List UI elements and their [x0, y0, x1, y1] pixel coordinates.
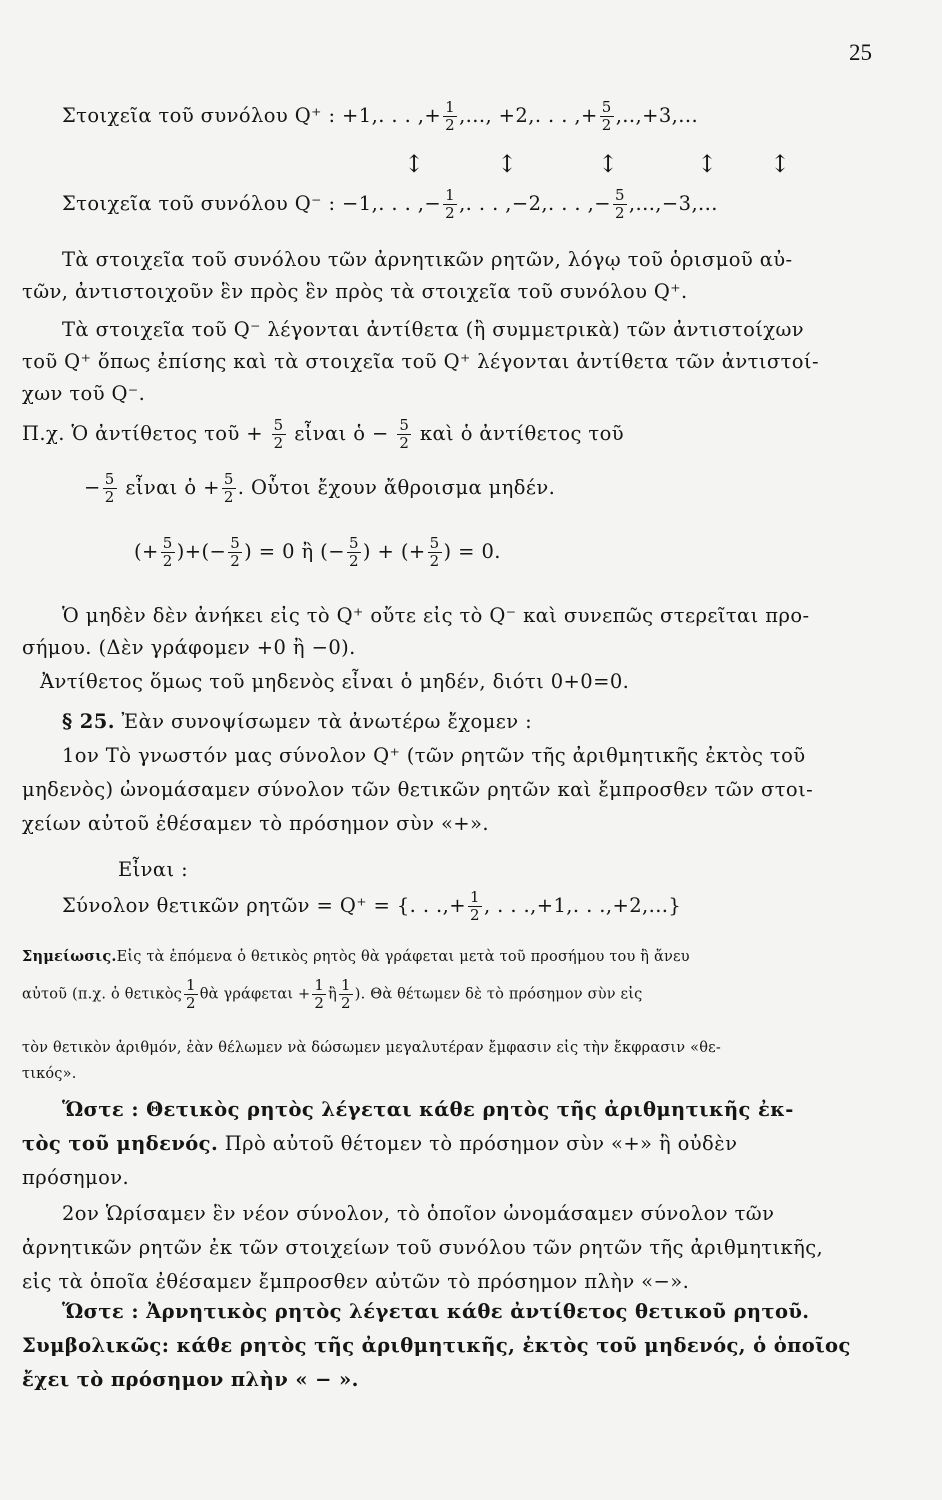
note-line: Σημείωσις.Εἰς τὰ ἑπόμενα ὁ θετικὸς ρητὸς θὰ γράφεται μετὰ τοῦ προσήμου του ἢ ἄνευ [22, 948, 690, 965]
definition-line: Ὥστε : Θετικὸς ρητὸς λέγεται κάθε ρητὸς τῆς ἀριθμητικῆς ἐκ- [62, 1098, 794, 1121]
correspondence-arrow: ↕ [598, 150, 619, 178]
text-line: Τὰ στοιχεῖα τοῦ συνόλου τῶν ἀρνητικῶν ρητῶν, λόγῳ τοῦ ὁρισμοῦ αὐ- [62, 248, 793, 271]
definition-line: τὸς τοῦ μηδενός. Πρὸ αὐτοῦ θέτομεν τὸ πρόσημον σὺν «+» ἢ οὐδὲν [22, 1132, 738, 1155]
correspondence-arrow: ↕ [497, 150, 518, 178]
correspondence-arrow: ↕ [770, 150, 791, 178]
definition-line: Ὥστε : Ἀρνητικὸς ρητὸς λέγεται κάθε ἀντίθετος θετικοῦ ρητοῦ. [62, 1300, 810, 1323]
definition-line: Συμβολικῶς: κάθε ρητὸς τῆς ἀριθμητικῆς, ἐκτὸς τοῦ μηδενός, ὁ ὁποῖος [22, 1334, 851, 1357]
correspondence-arrow: ↕ [697, 150, 718, 178]
text-line: χων τοῦ Q⁻. [22, 382, 146, 405]
text-line: τῶν, ἀντιστοιχοῦν ἓν πρὸς ἓν πρὸς τὰ στοιχεῖα τοῦ συνόλου Q⁺. [22, 280, 688, 303]
sum-equation: (+ $\frac{5}{2}$ )+(− $\frac{5}{2}$ ) = 0 ἢ (− $\frac{5}{2}$ ) + (+ $\frac{5}{2}$ ) = 0. [134, 534, 501, 570]
qminus-row: Στοιχεῖα τοῦ συνόλου Q⁻ : −1,. . . ,− $\frac{1}{2}$ ,. . . ,−2,. . . ,− $\frac{5}{2}$ ,...,−3,... [62, 186, 718, 222]
example-line: − $\frac{5}{2}$ εἶναι ὁ + $\frac{5}{2}$ . Οὗτοι ἔχουν ἄθροισμα μηδέν. [84, 470, 556, 506]
definition-line: ἔχει τὸ πρόσημον πλὴν « − ». [22, 1368, 359, 1391]
correspondence-arrow: ↕ [404, 150, 425, 178]
text-line: Ὁ μηδὲν δὲν ἀνήκει εἰς τὸ Q⁺ οὔτε εἰς τὸ Q⁻ καὶ συνεπῶς στερεῖται προ- [62, 604, 810, 627]
text-line: χείων αὐτοῦ ἐθέσαμεν τὸ πρόσημον σὺν «+». [22, 812, 489, 835]
note-line: τὸν θετικὸν ἀριθμόν, ἐὰν θέλωμεν νὰ δώσωμεν μεγαλυτέραν ἔμφασιν εἰς τὴν ἔκφρασιν «θε- [22, 1040, 721, 1056]
text-line: τοῦ Q⁺ ὅπως ἐπίσης καὶ τὰ στοιχεῖα τοῦ Q⁺ λέγονται ἀντίθετα τῶν ἀντιστοί- [22, 350, 819, 373]
text-line: 1ον Τὸ γνωστόν μας σύνολον Q⁺ (τῶν ρητῶν τῆς ἀριθμητικῆς ἐκτὸς τοῦ [62, 744, 806, 767]
text-line: σήμου. (Δὲν γράφομεν +0 ἢ −0). [22, 636, 356, 659]
text-line: μηδενὸς) ὠνομάσαμεν σύνολον τῶν θετικῶν ρητῶν καὶ ἔμπροσθεν τῶν στοι- [22, 778, 814, 801]
note-line: τικός». [22, 1066, 77, 1082]
page-number: 25 [849, 40, 872, 65]
text-line: Τὰ στοιχεῖα τοῦ Q⁻ λέγονται ἀντίθετα (ἢ συμμετρικὰ) τῶν ἀντιστοίχων [62, 318, 805, 341]
text-line: εἰς τὰ ὁποῖα ἐθέσαμεν ἔμπροσθεν αὐτῶν τὸ πρόσημον πλὴν «−». [22, 1270, 690, 1293]
text-line: Ἀντίθετος ὅμως τοῦ μηδενὸς εἶναι ὁ μηδέν, διότι 0+0=0. [40, 670, 630, 693]
text-line: Εἶναι : [118, 858, 189, 881]
text-line: πρόσημον. [22, 1166, 130, 1189]
text-line: 2ον Ὡρίσαμεν ἓν νέον σύνολον, τὸ ὁποῖον ὠνομάσαμεν σύνολον τῶν [62, 1202, 775, 1225]
example-line: Π.χ. Ὁ ἀντίθετος τοῦ + $\frac{5}{2}$ εἶναι ὁ − $\frac{5}{2}$ καὶ ὁ ἀντίθετος τοῦ [22, 416, 624, 452]
section-heading: § 25. Ἐὰν συνοψίσωμεν τὰ ἀνωτέρω ἔχομεν : [62, 710, 533, 733]
note-line: αὐτοῦ (π.χ. ὁ θετικὸς $\frac{1}{2}$ θὰ γράφεται + $\frac{1}{2}$ ἢ $\frac{1}{2}$ ). Θὰ θέτωμεν δὲ τὸ πρόσημον σὺν εἰς [22, 976, 643, 1012]
text-line: ἀρνητικῶν ρητῶν ἐκ τῶν στοιχείων τοῦ συνόλου τῶν ρητῶν τῆς ἀριθμητικῆς, [22, 1236, 824, 1259]
set-definition: Σύνολον θετικῶν ρητῶν = Q⁺ = {. . .,+ $\frac{1}{2}$ , . . .,+1,. . .,+2,...} [62, 888, 682, 924]
qplus-row: Στοιχεῖα τοῦ συνόλου Q⁺ : +1,. . . ,+ $\frac{1}{2}$ ,..., +2,. . . ,+ $\frac{5}{2}$ ,..,+3,... [62, 98, 699, 134]
